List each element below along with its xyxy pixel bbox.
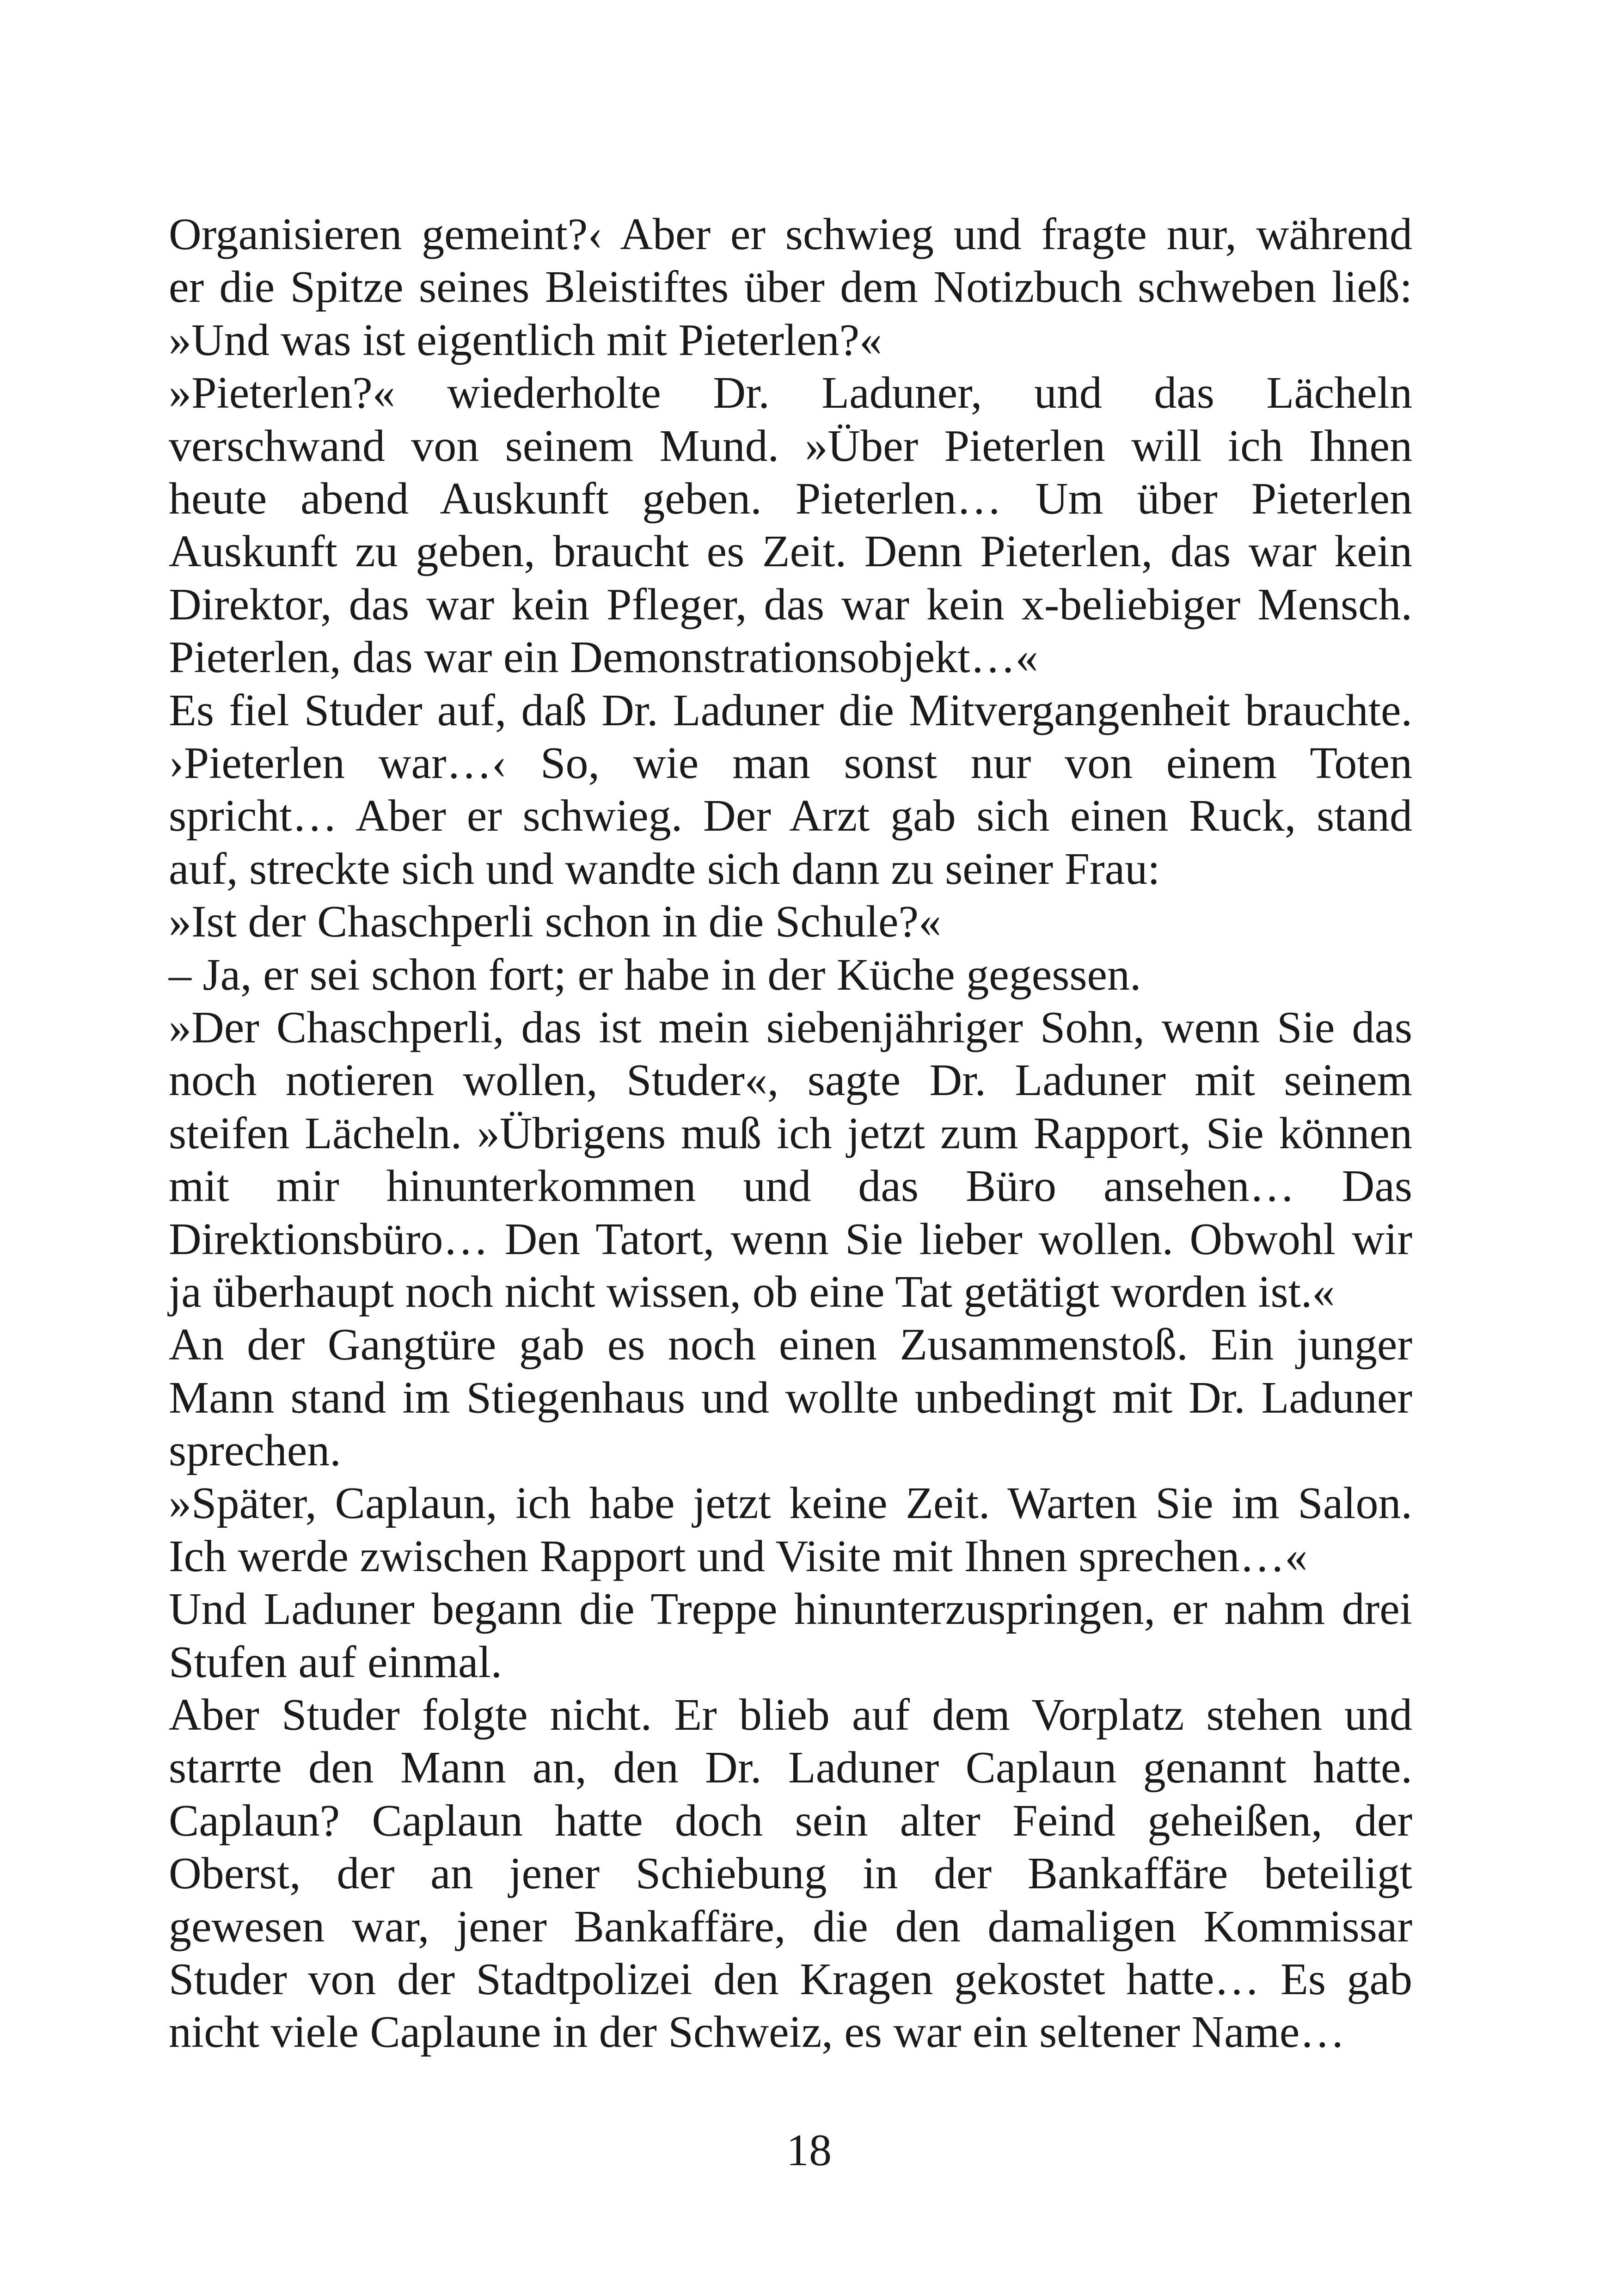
text-line: Auskunft zu geben, braucht es Zeit. Denn Pieterlen, das war kein <box>169 527 1412 577</box>
text-line: verschwand von seinem Mund. »Über Pieterlen will ich Ihnen <box>169 421 1412 471</box>
text-line: Ich werde zwischen Rapport und Visite mit Ihnen sprechen…« <box>169 1531 1308 1581</box>
text-line: heute abend Auskunft geben. Pieterlen… Um über Pieterlen <box>169 473 1412 524</box>
text-line: Stufen auf einmal. <box>169 1637 503 1687</box>
text-line: »Und was ist eigentlich mit Pieterlen?« <box>169 315 883 365</box>
text-line: steifen Lächeln. »Übrigens muß ich jetzt zum Rapport, Sie können <box>169 1108 1412 1158</box>
text-line: gewesen war, jener Bankaffäre, die den damaligen Kommissar <box>169 1901 1412 1952</box>
text-line: noch notieren wollen, Studer«, sagte Dr. Laduner mit seinem <box>169 1055 1412 1106</box>
text-line: »Später, Caplaun, ich habe jetzt keine Zeit. Warten Sie im Salon. <box>169 1478 1412 1529</box>
text-line: starrte den Mann an, den Dr. Laduner Caplaun genannt hatte. <box>169 1743 1412 1793</box>
text-line: Und Laduner begann die Treppe hinunterzuspringen, er nahm drei <box>169 1584 1412 1635</box>
page-number: 18 <box>786 2125 832 2175</box>
text-line: Aber Studer folgte nicht. Er blieb auf dem Vorplatz stehen und <box>169 1690 1412 1740</box>
text-line: Es fiel Studer auf, daß Dr. Laduner die Mitvergangenheit brauchte. <box>169 685 1412 735</box>
text-line: spricht… Aber er schwieg. Der Arzt gab sich einen Ruck, stand <box>169 791 1412 841</box>
body-text <box>169 208 1412 2059</box>
text-line: Mann stand im Stiegenhaus und wollte unbedingt mit Dr. Laduner <box>169 1372 1412 1423</box>
text-line: Direktionsbüro… Den Tatort, wenn Sie lieber wollen. Obwohl wir <box>169 1214 1412 1264</box>
text-line: »Der Chaschperli, das ist mein siebenjähriger Sohn, wenn Sie das <box>169 1002 1412 1053</box>
text-line: Pieterlen, das war ein Demonstrationsobjekt…« <box>169 632 1038 683</box>
text-line: Organisieren gemeint?‹ Aber er schwieg und fragte nur, während <box>169 209 1412 259</box>
text-line: An der Gangtüre gab es noch einen Zusammenstoß. Ein junger <box>169 1320 1412 1370</box>
text-line: Oberst, der an jener Schiebung in der Bankaffäre beteiligt <box>169 1849 1412 1899</box>
text-line: Caplaun? Caplaun hatte doch sein alter Feind geheißen, der <box>169 1795 1412 1846</box>
text-line: Studer von der Stadtpolizei den Kragen gekostet hatte… Es gab <box>169 1954 1412 2005</box>
text-line: – Ja, er sei schon fort; er habe in der Küche gegessen. <box>169 949 1141 1000</box>
text-line: Direktor, das war kein Pfleger, das war kein x-beliebiger Mensch. <box>169 579 1412 630</box>
text-line: ›Pieterlen war…‹ So, wie man sonst nur von einem Toten <box>169 738 1412 788</box>
text-line: »Pieterlen?« wiederholte Dr. Laduner, und das Lächeln <box>169 368 1412 418</box>
text-line: »Ist der Chaschperli schon in die Schule?« <box>169 897 942 947</box>
text-line: ja überhaupt noch nicht wissen, ob eine Tat getätigt worden ist.« <box>169 1267 1335 1317</box>
text-line: nicht viele Caplaune in der Schweiz, es war ein seltener Name… <box>169 2007 1345 2057</box>
text-line: sprechen. <box>169 1426 341 1476</box>
text-line: er die Spitze seines Bleistiftes über dem Notizbuch schweben ließ: <box>169 262 1412 312</box>
text-line: mit mir hinunterkommen und das Büro ansehen… Das <box>169 1161 1412 1212</box>
text-line: auf, streckte sich und wandte sich dann zu seiner Frau: <box>169 844 1160 894</box>
